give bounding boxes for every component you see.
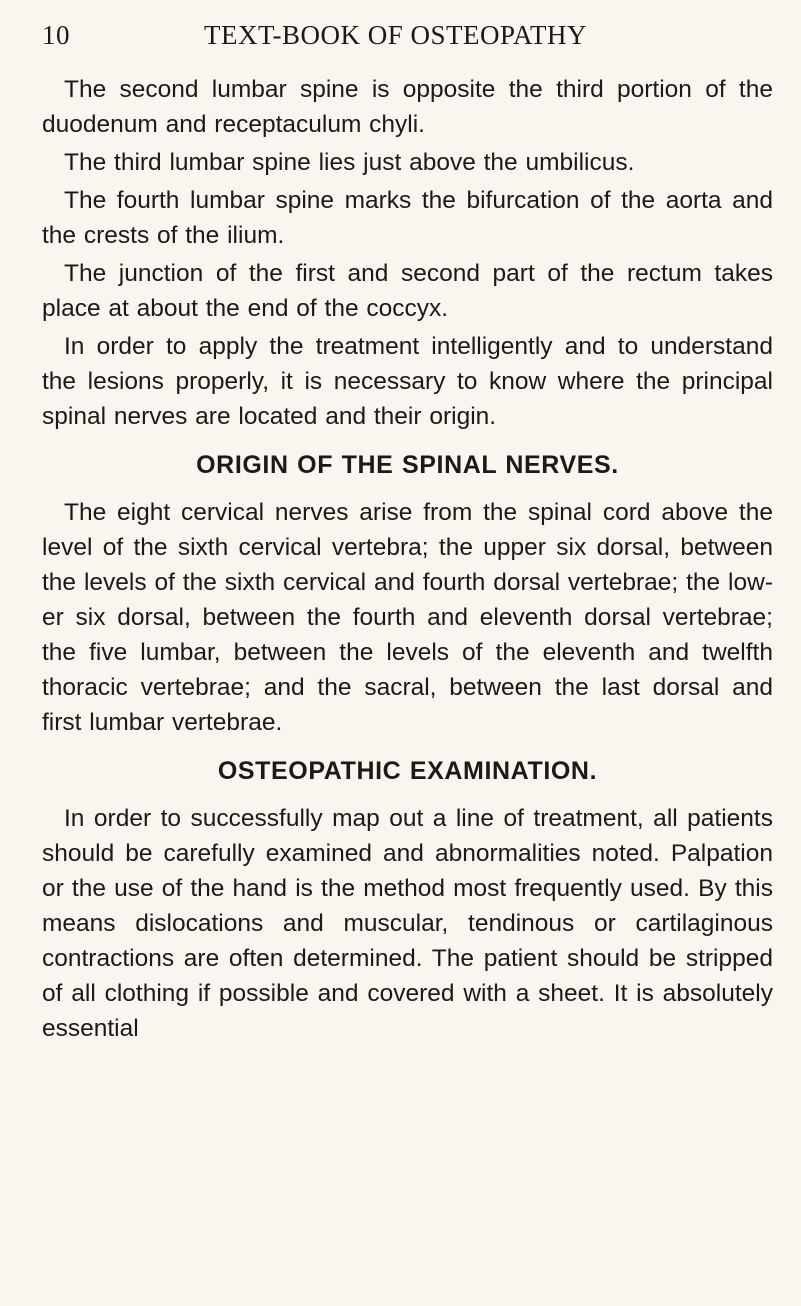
heading-osteopathic-examination: OSTEOPATHIC EXAMINATION. xyxy=(217,757,598,785)
running-head xyxy=(42,14,773,54)
page-body xyxy=(42,72,773,1046)
paragraph-fourth-lumbar-spine: The fourth lumbar spine marks the bifurcation of the aorta and the crests of the ilium. xyxy=(42,187,773,249)
paragraph-treatment-intro: In order to apply the treatment intelligently and to understand the lesions properly, it is necessary to know where the principal spinal nerves are located and their origin. xyxy=(42,333,773,430)
paragraph-second-lumbar-spine: The second lumbar spine is opposite the third portion of the duodenum and receptaculum chyli. xyxy=(42,76,773,138)
page-number: 10 xyxy=(42,20,70,50)
paragraph-third-lumbar-spine: The third lumbar spine lies just above the umbilicus. xyxy=(64,149,635,176)
running-title: TEXT-BOOK OF OSTEOPATHY xyxy=(204,20,588,50)
heading-origin-spinal-nerves: ORIGIN OF THE SPINAL NERVES. xyxy=(196,451,619,479)
paragraph-rectum-junction: The junction of the first and second part of the rectum takes place at about the end of the coccyx. xyxy=(42,260,773,322)
paragraph-spinal-nerves: The eight cervical nerves arise from the spinal cord above the level of the sixth cervical vertebra; the upper six dorsal, between the levels of the sixth cervical and fourth dorsal vertebrae; the lower six dorsal, between the fourth and eleventh dorsal vertebrae; the five lumbar, between the levels of the eleventh and twelfth thoracic vertebrae; and the sacral, between the last dorsal and first lumbar vertebrae. xyxy=(42,499,773,736)
paragraph-examination: In order to successfully map out a line of treatment, all patients should be carefully examined and abnormalities noted. Palpation or the use of the hand is the method most frequently used. By this means dislocations and muscular, tendinous or cartilaginous contractions are often determined. The patient should be stripped of all clothing if possible and covered with a sheet. It is absolutely essential xyxy=(42,805,773,1042)
